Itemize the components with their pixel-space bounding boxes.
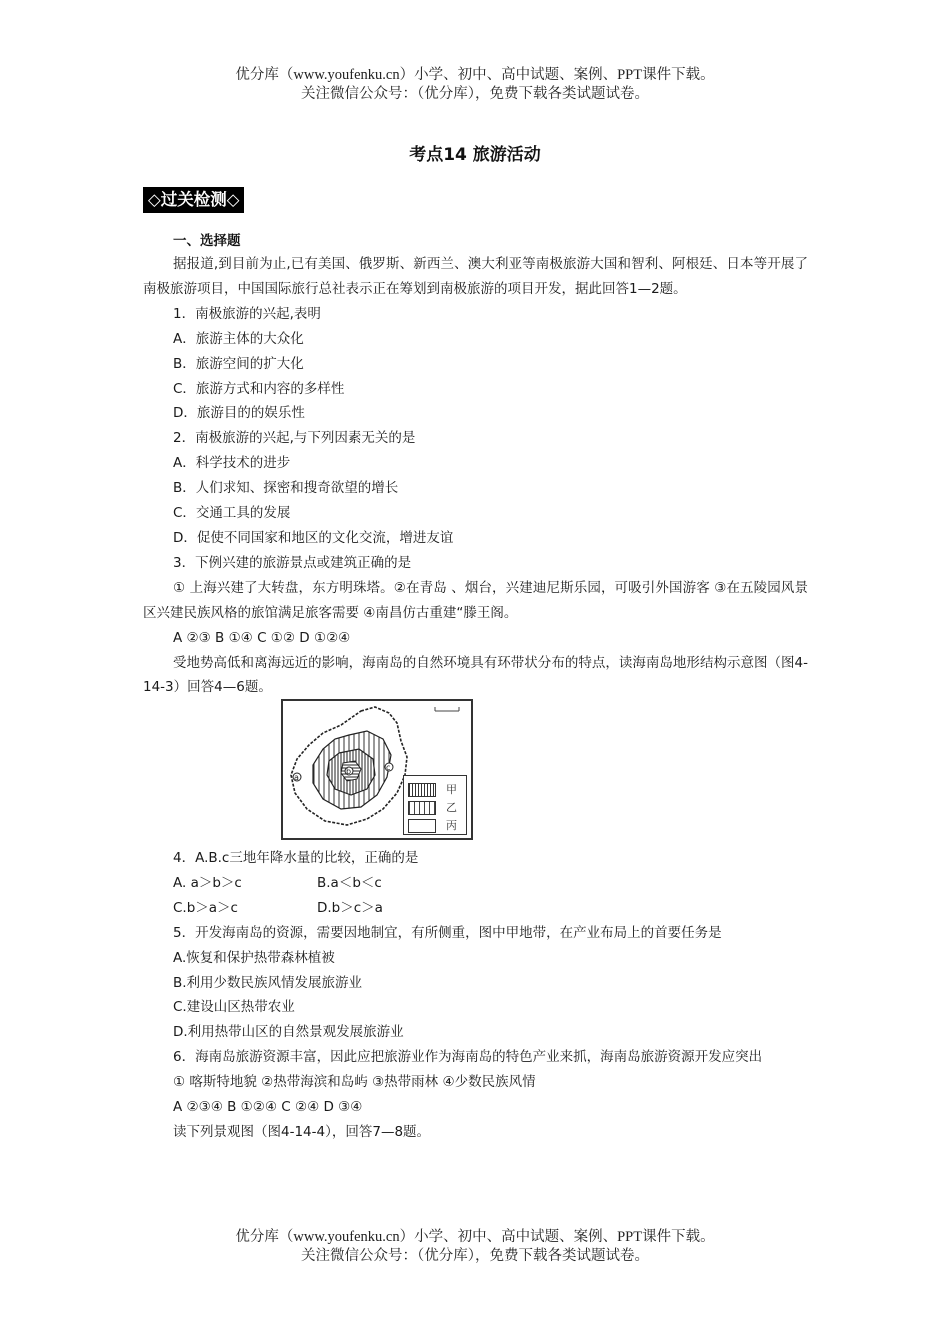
q6-stem: 6．海南岛旅游资源丰富，因此应把旅游业作为海南岛的特色产业来抓，海南岛旅游资源开发应突出 [173, 1049, 763, 1066]
q2-option-a: A．科学技术的进步 [173, 455, 291, 472]
page-footer [0, 1228, 950, 1266]
legend-label-jia: 甲 [446, 783, 457, 796]
q2-stem: 2．南极旅游的兴起,与下列因素无关的是 [173, 430, 416, 447]
intro-paragraph-1: 据报道,到目前为止,已有美国、俄罗斯、新西兰、澳大利亚等南极旅游大国和智利、阿根廷、日本等开展了南极旅游项目，中国国际旅行总社表示正在筹划到南极旅游的项目开发，据此回答1—2题。 [143, 256, 808, 297]
q1-option-a: A．旅游主体的大众化 [173, 330, 304, 347]
closing-line: 读下列景观图（图4-14-4），回答7—8题。 [173, 1123, 431, 1140]
q4-option-a: A. a＞b＞c [173, 874, 242, 891]
legend-row-yi [408, 800, 464, 816]
question-block-1 [143, 250, 808, 700]
header-line-2: 关注微信公众号：（优分库），免费下载各类试题试卷。 [301, 86, 649, 102]
legend-swatch-jia [408, 783, 436, 797]
question-block-2 [143, 846, 808, 1145]
q2-option-c: C．交通工具的发展 [173, 505, 291, 522]
q4-option-b: B.a＜b＜c [317, 874, 382, 891]
q1-stem: 1．南极旅游的兴起,表明 [173, 305, 321, 322]
q4-options-row-1 [143, 871, 808, 896]
q4-option-c: C.b＞a＞c [173, 899, 238, 916]
q3-stem: 3．下例兴建的旅游景点或建筑正确的是 [173, 554, 412, 571]
q1-option-b: B．旅游空间的扩大化 [173, 355, 304, 372]
page-title: 考点14 旅游活动 [409, 145, 541, 165]
legend-swatch-bing [408, 819, 436, 833]
point-c-label: c [386, 763, 391, 772]
footer-line-2: 关注微信公众号：（优分库），免费下载各类试题试卷。 [301, 1248, 649, 1264]
legend-row-jia [408, 782, 464, 798]
legend-label-yi: 乙 [446, 801, 457, 814]
hainan-terrain-map [281, 699, 473, 840]
q2-option-b: B．人们求知、探密和搜奇欲望的增长 [173, 480, 399, 497]
page-header [0, 66, 950, 104]
q4-option-d: D.b＞c＞a [317, 899, 383, 916]
intro-paragraph-2: 受地势高低和离海远近的影响，海南岛的自然环境具有环带状分布的特点，读海南岛地形结构示意图（图4-14-3）回答4—6题。 [143, 654, 808, 696]
legend-row-bing [408, 818, 464, 834]
legend-label-bing: 丙 [446, 819, 457, 832]
header-line-1: 优分库（www.youfenku.cn）小学、初中、高中试题、案例、PPT课件下载。 [235, 67, 715, 83]
q1-option-d: D．旅游目的的娱乐性 [173, 405, 305, 422]
q5-option-b: B.利用少数民族风情发展旅游业 [173, 974, 363, 991]
q6-options: A ②③④ B ①②④ C ②④ D ③④ [173, 1099, 363, 1116]
q4-options-row-2 [143, 896, 808, 921]
point-a-label: a [294, 773, 299, 782]
footer-line-1: 优分库（www.youfenku.cn）小学、初中、高中试题、案例、PPT课件下载。 [235, 1229, 715, 1245]
q4-stem: 4．A.B.c三地年降水量的比较，正确的是 [173, 850, 419, 866]
q6-detail: ① 喀斯特地貌 ②热带海滨和岛屿 ③热带雨林 ④少数民族风情 [173, 1074, 536, 1091]
legend-swatch-yi [408, 801, 436, 815]
map-legend [403, 775, 467, 835]
q2-option-d: D．促使不同国家和地区的文化交流，增进友谊 [173, 529, 454, 546]
q3-detail: ① 上海兴建了大转盘，东方明珠塔。②在青岛 、烟台，兴建迪尼斯乐园，可吸引外国游客 ③在五陵园风景区兴建民族风格的旅馆满足旅客需要 ④南昌仿古重建“滕王阁。 [143, 579, 808, 621]
q1-option-c: C．旅游方式和内容的多样性 [173, 380, 345, 397]
q5-option-a: A.恢复和保护热带森林植被 [173, 949, 335, 966]
q3-options: A ②③ B ①④ C ①② D ①②④ [173, 629, 351, 646]
q5-option-c: C.建设山区热带农业 [173, 999, 295, 1016]
section-heading: 一、选择题 [173, 233, 241, 249]
section-badge: ◇过关检测◇ [143, 187, 244, 213]
q5-stem: 5．开发海南岛的资源，需要因地制宜，有所侧重，图中甲地带，在产业布局上的首要任务是 [173, 924, 722, 941]
point-b-label: b [346, 767, 352, 776]
q5-option-d: D.利用热带山区的自然景观发展旅游业 [173, 1024, 404, 1041]
